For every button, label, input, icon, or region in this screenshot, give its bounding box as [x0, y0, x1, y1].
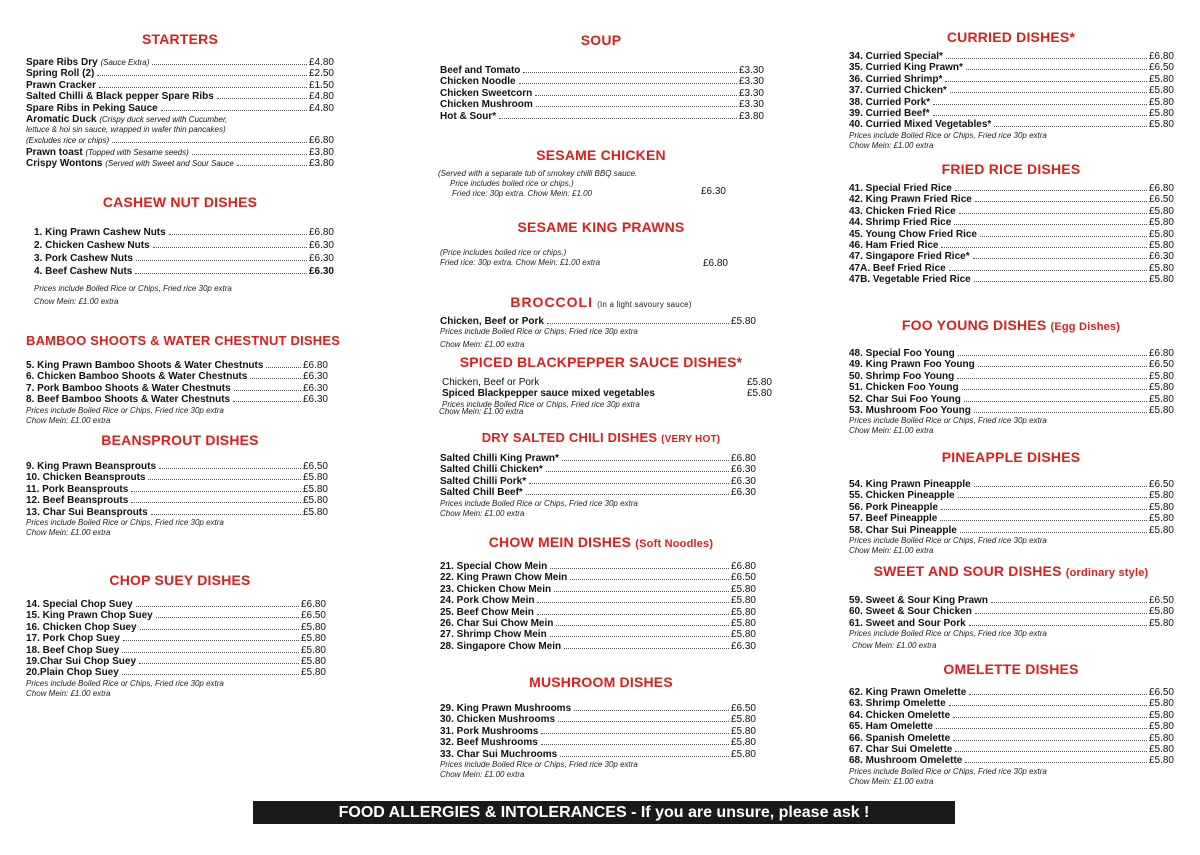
section-pineapple — [848, 449, 1174, 556]
menu-item: 14. Special Chop Suey £6.80 — [26, 599, 326, 610]
chow-mein-note: Chow Mein: £1.00 extra — [34, 297, 119, 306]
menu-item: 41. Special Fried Rice £6.80 — [849, 183, 1174, 194]
section-title: CASHEW NUT DISHES — [102, 194, 258, 210]
menu-item: Chicken, Beef or Pork £5.80 — [440, 316, 756, 327]
section-fried-rice — [848, 161, 1174, 286]
menu-item: 65. Ham Omelette £5.80 — [849, 721, 1174, 733]
menu-item: Spring Roll (2) £2.50 — [26, 68, 334, 80]
item-list — [26, 226, 334, 307]
menu-item: 23. Chicken Chow Mein £5.80 — [440, 583, 756, 595]
chow-mein-note: Chow Mein: £1.00 extra — [849, 140, 934, 150]
item-list — [26, 360, 328, 426]
menu-item: 26. Char Sui Chow Mein £5.80 — [440, 618, 756, 630]
price-note: Prices include Boiled Rice or Chips, Fried rice 30p extra — [440, 498, 638, 508]
section-chopsuey — [26, 572, 334, 699]
menu-item: Salted Chilli Chicken* £6.30 — [440, 464, 756, 476]
menu-item: 67. Char Sui Omelette £5.80 — [849, 744, 1174, 756]
menu-item: Chicken Noodle £3.30 — [440, 76, 764, 88]
item-list — [848, 51, 1174, 151]
price-note: Prices include Boiled Rice or Chips, Fried rice 30p extra — [849, 536, 1047, 546]
menu-item: Spare Ribs in Peking Sauce £4.80 — [26, 102, 334, 114]
menu-item: 17. Pork Chop Suey £5.80 — [26, 633, 326, 645]
section-chow-mein — [438, 534, 764, 652]
section-bamboo — [26, 333, 341, 426]
menu-item: Chicken Sweetcorn £3.30 — [440, 87, 764, 99]
menu-item: 49. King Prawn Foo Young £6.50 — [849, 359, 1174, 371]
menu-item: 50. Shrimp Foo Young £5.80 — [849, 370, 1174, 382]
item-description: lettuce & hoi sin sauce, wrapped in wafer thin pancakes) — [26, 125, 226, 135]
section-title: FRIED RICE DISHES — [941, 161, 1081, 177]
section-title: PINEAPPLE DISHES — [941, 449, 1081, 465]
item-list — [438, 316, 756, 350]
menu-item: Crispy Wontons (Served with Sweet and Sour Sauce £3.80 — [26, 158, 334, 170]
menu-item: 58. Char Sui Pineapple £5.80 — [849, 524, 1174, 536]
menu-item: 60. Sweet & Sour Chicken £5.80 — [849, 606, 1174, 618]
item-list — [438, 561, 756, 652]
menu-item: Chicken, Beef or Pork £5.80 — [442, 377, 772, 388]
section-title: OMELETTE DISHES — [943, 661, 1079, 677]
menu-item: Prawn Cracker £1.50 — [26, 79, 334, 91]
section-title: SPICED BLACKPEPPER SAUCE DISHES* — [459, 354, 743, 370]
menu-item: 6. Chicken Bamboo Shoots & Water Chestnuts £6.30 — [26, 371, 328, 383]
menu-item: 33. Char Sui Muchrooms £5.80 — [440, 748, 756, 760]
item-details — [438, 169, 764, 199]
item-list — [848, 595, 1174, 651]
price-note: Prices include Boiled Rice or Chips, Fried rice 30p extra — [849, 766, 1047, 776]
price-note: Prices include Boiled Rice or Chips, Fried rice 30p extra — [26, 678, 224, 688]
allergy-banner: FOOD ALLERGIES & INTOLERANCES - If you are unsure, please ask ! — [253, 801, 955, 824]
menu-item: 48. Special Foo Young £6.80 — [849, 348, 1174, 359]
menu-item: 59. Sweet & Sour King Prawn £6.50 — [849, 595, 1174, 606]
menu-item: 29. King Prawn Mushrooms £6.50 — [440, 703, 756, 714]
item-list — [26, 57, 334, 170]
menu-item: 12. Beef Beansprouts £5.80 — [26, 495, 328, 507]
menu-item: 62. King Prawn Omelette £6.50 — [849, 687, 1174, 698]
item-list — [438, 65, 764, 122]
menu-item: 11. Pork Beansprouts £5.80 — [26, 483, 328, 495]
item-list — [438, 453, 756, 519]
item-price: £6.80 — [702, 258, 728, 269]
item-list — [848, 348, 1174, 436]
chow-mein-note: Chow Mein: £1.00 extra — [439, 406, 524, 416]
chow-mein-note: Chow Mein: £1.00 extra — [440, 340, 525, 350]
menu-item: 46. Ham Fried Rice £5.80 — [849, 240, 1174, 252]
section-dry-salted-chili — [438, 430, 764, 519]
menu-item: 8. Beef Bamboo Shoots & Water Chestnuts £6.30 — [26, 394, 328, 406]
price-note: Prices include Boiled Rice or Chips, Fried rice 30p extra — [849, 416, 1047, 426]
menu-item: 4. Beef Cashew Nuts £6.30 — [34, 266, 334, 277]
menu-item: 57. Beef Pineapple £5.80 — [849, 513, 1174, 525]
section-starters — [26, 31, 334, 170]
menu-item: 5. King Prawn Bamboo Shoots & Water Chestnuts £6.80 — [26, 360, 328, 371]
menu-item: Spare Ribs Dry (Sauce Extra) £4.80 — [26, 57, 334, 68]
item-description: (Price includes boiled rice or chips.) — [440, 248, 567, 257]
menu-item: 54. King Prawn Pineapple £6.50 — [849, 479, 1174, 490]
menu-item: 25. Beef Chow Mein £5.80 — [440, 606, 756, 618]
menu-item: 1. King Prawn Cashew Nuts £6.80 — [34, 227, 334, 238]
menu-item: Beef and Tomato £3.30 — [440, 65, 764, 76]
section-beansprout — [26, 432, 334, 538]
menu-item: Chicken Mushroom £3.30 — [440, 99, 764, 111]
menu-item: 36. Curried Shrimp* £5.80 — [849, 73, 1174, 85]
menu-item: 31. Pork Mushrooms £5.80 — [440, 725, 756, 737]
section-title: BROCCOLI (In a light savoury sauce) — [510, 294, 692, 310]
menu-item: 20.Plain Chop Suey £5.80 — [26, 667, 326, 679]
menu-item: (Excludes rice or chips) £6.80 — [26, 135, 334, 147]
section-cashew — [26, 194, 334, 307]
menu-item: 43. Chicken Fried Rice £5.80 — [849, 205, 1174, 217]
section-title: SWEET AND SOUR DISHES (ordinary style) — [873, 563, 1149, 579]
price-note: Prices include Boiled Rice or Chips, Fried rice 30p extra — [440, 327, 638, 337]
chow-mein-note: Chow Mein: £1.00 extra — [849, 546, 934, 556]
menu-item: 45. Young Chow Fried Rice £5.80 — [849, 228, 1174, 240]
item-list — [848, 479, 1174, 556]
section-omelette — [848, 661, 1174, 787]
menu-item: 42. King Prawn Fried Rice £6.50 — [849, 194, 1174, 206]
section-title: CURRIED DISHES* — [946, 29, 1076, 45]
item-list — [438, 377, 772, 417]
item-description: Price includes boiled rice or chips.) — [450, 179, 574, 188]
menu-item: 7. Pork Bamboo Shoots & Water Chestnuts £6.30 — [26, 382, 328, 394]
menu-item: Salted Chilli King Prawn* £6.80 — [440, 453, 756, 464]
price-note: Prices include Boiled Rice or Chips, Fried rice 30p extra — [440, 760, 638, 770]
item-details — [438, 248, 764, 268]
price-note: Prices include Boiled Rice or Chips, Fried rice 30p extra — [442, 399, 640, 409]
section-curried — [848, 29, 1174, 151]
section-title: FOO YOUNG DISHES (Egg Dishes) — [901, 317, 1121, 333]
price-note: Prices include Boiled Rice or Chips, Fried rice 30p extra — [849, 130, 1047, 140]
menu-item: 2. Chicken Cashew Nuts £6.30 — [34, 240, 334, 251]
price-note: Fried rice: 30p extra. Chow Mein: £1.00 extra — [440, 258, 601, 267]
menu-item: Salted Chilli & Black pepper Spare Ribs £4.80 — [26, 91, 334, 103]
price-note: Prices include Boiled Rice or Chips, Fried rice 30p extra — [34, 284, 232, 293]
menu-item: 53. Mushroom Foo Young £5.80 — [849, 405, 1174, 417]
price-note: Prices include Boiled Rice or Chips, Fried rice 30p extra — [849, 629, 1047, 639]
price-note: Prices include Boiled Rice or Chips, Fried rice 30p extra — [26, 518, 224, 528]
item-list — [848, 687, 1174, 787]
price-note: Prices include Boiled Rice or Chips, Fried rice 30p extra — [26, 405, 224, 415]
menu-item: Spiced Blackpepper sauce mixed vegetables £5.80 — [442, 388, 772, 400]
chow-mein-note: Chow Mein: £1.00 extra — [26, 528, 111, 538]
menu-item: 34. Curried Special* £6.80 — [849, 51, 1174, 62]
section-foo-young — [848, 317, 1174, 436]
chow-mein-note: Chow Mein: £1.00 extra — [849, 776, 934, 786]
menu-item: 30. Chicken Mushrooms £5.80 — [440, 714, 756, 726]
menu-item: 16. Chicken Chop Suey £5.80 — [26, 621, 326, 633]
menu-item: Salted Chill Beef* £6.30 — [440, 487, 756, 499]
price-note: Fried rice: 30p extra. Chow Mein: £1.00 — [452, 189, 593, 198]
menu-item: Prawn toast (Topped with Sesame seeds) £3.80 — [26, 146, 334, 158]
section-title: SOUP — [580, 32, 622, 48]
menu-item: 37. Curried Chicken* £5.80 — [849, 85, 1174, 97]
menu-item: 44. Shrimp Fried Rice £5.80 — [849, 217, 1174, 229]
section-blackpepper — [438, 354, 772, 417]
section-title: BEANSPROUT DISHES — [101, 432, 259, 448]
menu-item: 47B. Vegetable Fried Rice £5.80 — [849, 274, 1174, 286]
chow-mein-note: Chow Mein: £1.00 extra — [440, 770, 525, 780]
menu-item: 51. Chicken Foo Young £5.80 — [849, 382, 1174, 394]
item-list — [26, 461, 328, 538]
section-title: DRY SALTED CHILI DISHES (VERY HOT) — [481, 430, 721, 445]
section-sesame-prawns — [438, 219, 764, 268]
section-title: CHOP SUEY DISHES — [109, 572, 251, 588]
item-description: (Served with a separate tub of smokey chilli BBQ sauce. — [438, 169, 638, 178]
menu-item: 64. Chicken Omelette £5.80 — [849, 709, 1174, 721]
menu-item: 47. Singapore Fried Rice* £6.30 — [849, 251, 1174, 263]
menu-item: 28. Singapore Chow Mein £6.30 — [440, 640, 756, 652]
section-soup — [438, 32, 764, 122]
menu-item: 66. Spanish Omelette £5.80 — [849, 732, 1174, 744]
menu-item: 40. Curried Mixed Vegetables* £5.80 — [849, 119, 1174, 131]
menu-item: 68. Mushroom Omelette £5.80 — [849, 755, 1174, 767]
menu-item: 61. Sweet and Sour Pork £5.80 — [849, 617, 1174, 629]
menu-item: 27. Shrimp Chow Mein £5.80 — [440, 629, 756, 641]
menu-item: 22. King Prawn Chow Mein £6.50 — [440, 572, 756, 584]
menu-item-duck: Aromatic Duck (Crispy duck served with Cucumber, — [26, 114, 228, 126]
menu-item: 9. King Prawn Beansprouts £6.50 — [26, 461, 328, 472]
section-title: STARTERS — [141, 31, 218, 47]
menu-item: 52. Char Sui Foo Young £5.80 — [849, 393, 1174, 405]
menu-item: 39. Curried Beef* £5.80 — [849, 108, 1174, 120]
menu-item: 18. Beef Chop Suey £5.80 — [26, 644, 326, 656]
section-title: CHOW MEIN DISHES (Soft Noodles) — [488, 534, 714, 550]
section-title: SESAME CHICKEN — [536, 147, 666, 163]
chow-mein-note: Chow Mein: £1.00 extra — [26, 688, 111, 698]
menu-item: 55. Chicken Pineapple £5.80 — [849, 490, 1174, 502]
menu-item: 19.Char Sui Chop Suey £5.80 — [26, 656, 326, 668]
section-title: BAMBOO SHOOTS & WATER CHESTNUT DISHES — [26, 333, 341, 348]
menu-item: 24. Pork Chow Mein £5.80 — [440, 595, 756, 607]
section-mushroom — [438, 674, 764, 780]
item-price: £6.30 — [700, 186, 726, 197]
menu-item: 56. Pork Pineapple £5.80 — [849, 501, 1174, 513]
chow-mein-note: Chow Mein: £1.00 extra — [852, 641, 937, 651]
menu-item: Hot & Sour* £3.80 — [440, 110, 764, 122]
item-list — [848, 183, 1174, 286]
menu-item: 3. Pork Cashew Nuts £6.30 — [34, 253, 334, 264]
menu-item: 32. Beef Mushrooms £5.80 — [440, 737, 756, 749]
section-title: SESAME KING PRAWNS — [517, 219, 685, 235]
menu-item: 47A. Beef Fried Rice £5.80 — [849, 262, 1174, 274]
menu-item: 15. King Prawn Chop Suey £6.50 — [26, 610, 326, 622]
chow-mein-note: Chow Mein: £1.00 extra — [26, 415, 111, 425]
menu-item: 13. Char Sui Beansprouts £5.80 — [26, 506, 328, 518]
menu-item: 35. Curried King Prawn* £6.50 — [849, 62, 1174, 74]
section-title: MUSHROOM DISHES — [529, 674, 673, 690]
section-sweet-sour — [848, 563, 1174, 651]
item-list — [26, 599, 326, 699]
section-sesame-chicken — [438, 147, 764, 199]
menu-item: 38. Curried Pork* £5.80 — [849, 96, 1174, 108]
menu-item: Salted Chilli Pork* £6.30 — [440, 475, 756, 487]
chow-mein-note: Chow Mein: £1.00 extra — [849, 426, 934, 436]
menu-item: 21. Special Chow Mein £6.80 — [440, 561, 756, 572]
item-list — [438, 703, 756, 780]
section-broccoli — [438, 294, 764, 350]
menu-item: 10. Chicken Beansprouts £5.80 — [26, 472, 328, 484]
chow-mein-note: Chow Mein: £1.00 extra — [440, 508, 525, 518]
menu-item: 63. Shrimp Omelette £5.80 — [849, 698, 1174, 710]
